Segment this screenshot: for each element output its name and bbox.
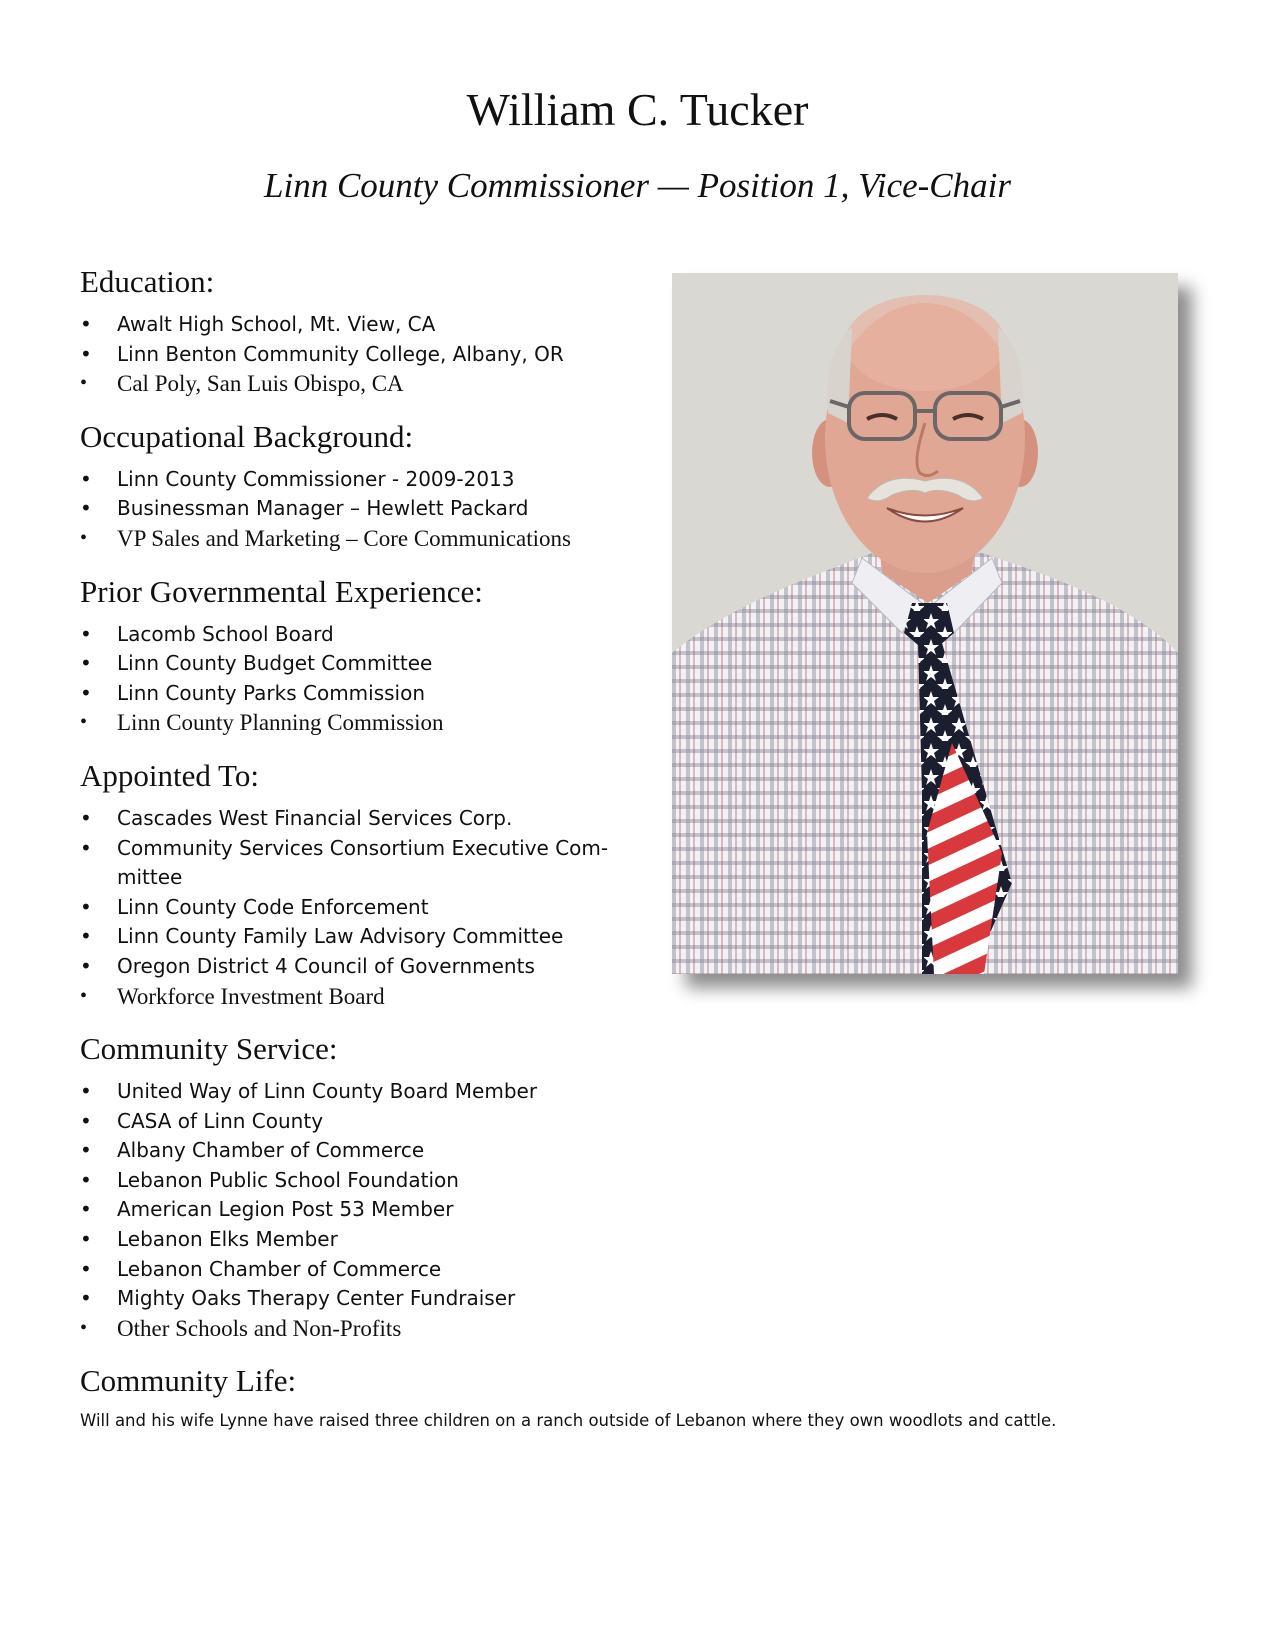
list-item: • Lacomb School Board [80, 620, 640, 650]
education-heading: Education: [80, 264, 215, 299]
bullet-icon: • [80, 894, 92, 919]
bullet-icon: • [80, 621, 92, 646]
education-section [80, 262, 640, 399]
position-subtitle: Linn County Commissioner — Position 1, Vice-Chair [264, 166, 1011, 205]
bullet-icon: • [80, 1108, 92, 1133]
bullet-icon: • [80, 984, 88, 1007]
list-item: • Community Services Consortium Executive Com- [80, 834, 640, 864]
list-item: • Albany Chamber of Commerce [80, 1136, 640, 1166]
list-item: • Linn Benton Community College, Albany, OR [80, 340, 640, 370]
bullet-icon: • [80, 680, 92, 705]
list-item: • CASA of Linn County [80, 1107, 640, 1137]
list-item: • Oregon District 4 Council of Governments [80, 952, 640, 982]
occupational-section [80, 417, 640, 554]
bullet-icon: • [80, 1286, 92, 1311]
bullet-icon: • [80, 341, 92, 366]
bullet-icon: • [80, 711, 88, 734]
bullet-icon: • [80, 651, 92, 676]
bullet-icon: • [80, 1197, 92, 1222]
occupational-heading: Occupational Background: [80, 418, 414, 454]
bullet-icon: • [80, 466, 92, 491]
list-item: • VP Sales and Marketing – Core Communications [80, 524, 640, 554]
community-life-text: Will and his wife Lynne have raised three children on a ranch outside of Lebanon where they own woodlots and cattle. [80, 1411, 1057, 1431]
list-item: • Linn County Planning Commission [80, 708, 640, 738]
bullet-icon: • [80, 1167, 92, 1192]
list-item: • Mighty Oaks Therapy Center Fundraiser [80, 1284, 640, 1314]
appointed-heading: Appointed To: [80, 757, 259, 793]
education-list [80, 310, 640, 399]
list-item: • Linn County Family Law Advisory Committee [80, 922, 640, 952]
tie-knot [904, 603, 954, 645]
bullet-icon: • [80, 1256, 92, 1281]
list-item: • Linn County Code Enforcement [80, 893, 640, 923]
bullet-icon: • [80, 835, 92, 860]
page-title: William C. Tucker [466, 84, 809, 135]
list-item: • Linn County Parks Commission [80, 679, 640, 709]
list-item: • Other Schools and Non-Profits [80, 1314, 640, 1344]
community-life-heading: Community Life: [80, 1363, 297, 1399]
bullet-icon: • [80, 1316, 88, 1339]
bullet-icon: • [80, 312, 92, 336]
bullet-icon: • [80, 372, 88, 395]
bullet-icon: • [80, 805, 92, 830]
list-item: • United Way of Linn County Board Member [80, 1077, 640, 1107]
bullet-icon: • [80, 496, 92, 521]
list-item: • Awalt High School, Mt. View, CA [80, 310, 640, 340]
bullet-icon: • [80, 1138, 92, 1163]
list-item: • American Legion Post 53 Member [80, 1195, 640, 1225]
bullet-icon: • [80, 953, 92, 978]
bullet-icon: • [80, 924, 92, 949]
governmental-section [80, 572, 640, 738]
list-item: • Workforce Investment Board [80, 982, 640, 1012]
community-service-section [80, 1029, 640, 1343]
appointed-list [80, 804, 640, 1011]
community-service-heading: Community Service: [80, 1031, 338, 1067]
list-item: • Lebanon Public School Foundation [80, 1166, 640, 1196]
bullet-icon: • [80, 1227, 92, 1252]
list-item-continuation: mittee [117, 865, 183, 890]
bullet-icon: • [80, 526, 88, 549]
community-life-section [80, 1361, 1057, 1433]
list-item: • Linn County Commissioner - 2009-2013 [80, 465, 640, 495]
list-item: • Linn County Budget Committee [80, 649, 640, 679]
list-item: • Lebanon Elks Member [80, 1225, 640, 1255]
list-item: • Cal Poly, San Luis Obispo, CA [80, 369, 640, 399]
list-item: • Cascades West Financial Services Corp. [80, 804, 640, 834]
governmental-heading: Prior Governmental Experience: [80, 573, 483, 609]
bio-column [80, 262, 1057, 1433]
appointed-section [80, 756, 640, 1011]
occupational-list [80, 465, 640, 554]
bullet-icon: • [80, 1079, 92, 1104]
governmental-list [80, 620, 640, 738]
portrait-illustration [672, 273, 1178, 974]
portrait-photo [672, 273, 1178, 974]
list-item: • Lebanon Chamber of Commerce [80, 1255, 640, 1285]
community-service-list [80, 1077, 640, 1343]
list-item: • Businessman Manager – Hewlett Packard [80, 494, 640, 524]
